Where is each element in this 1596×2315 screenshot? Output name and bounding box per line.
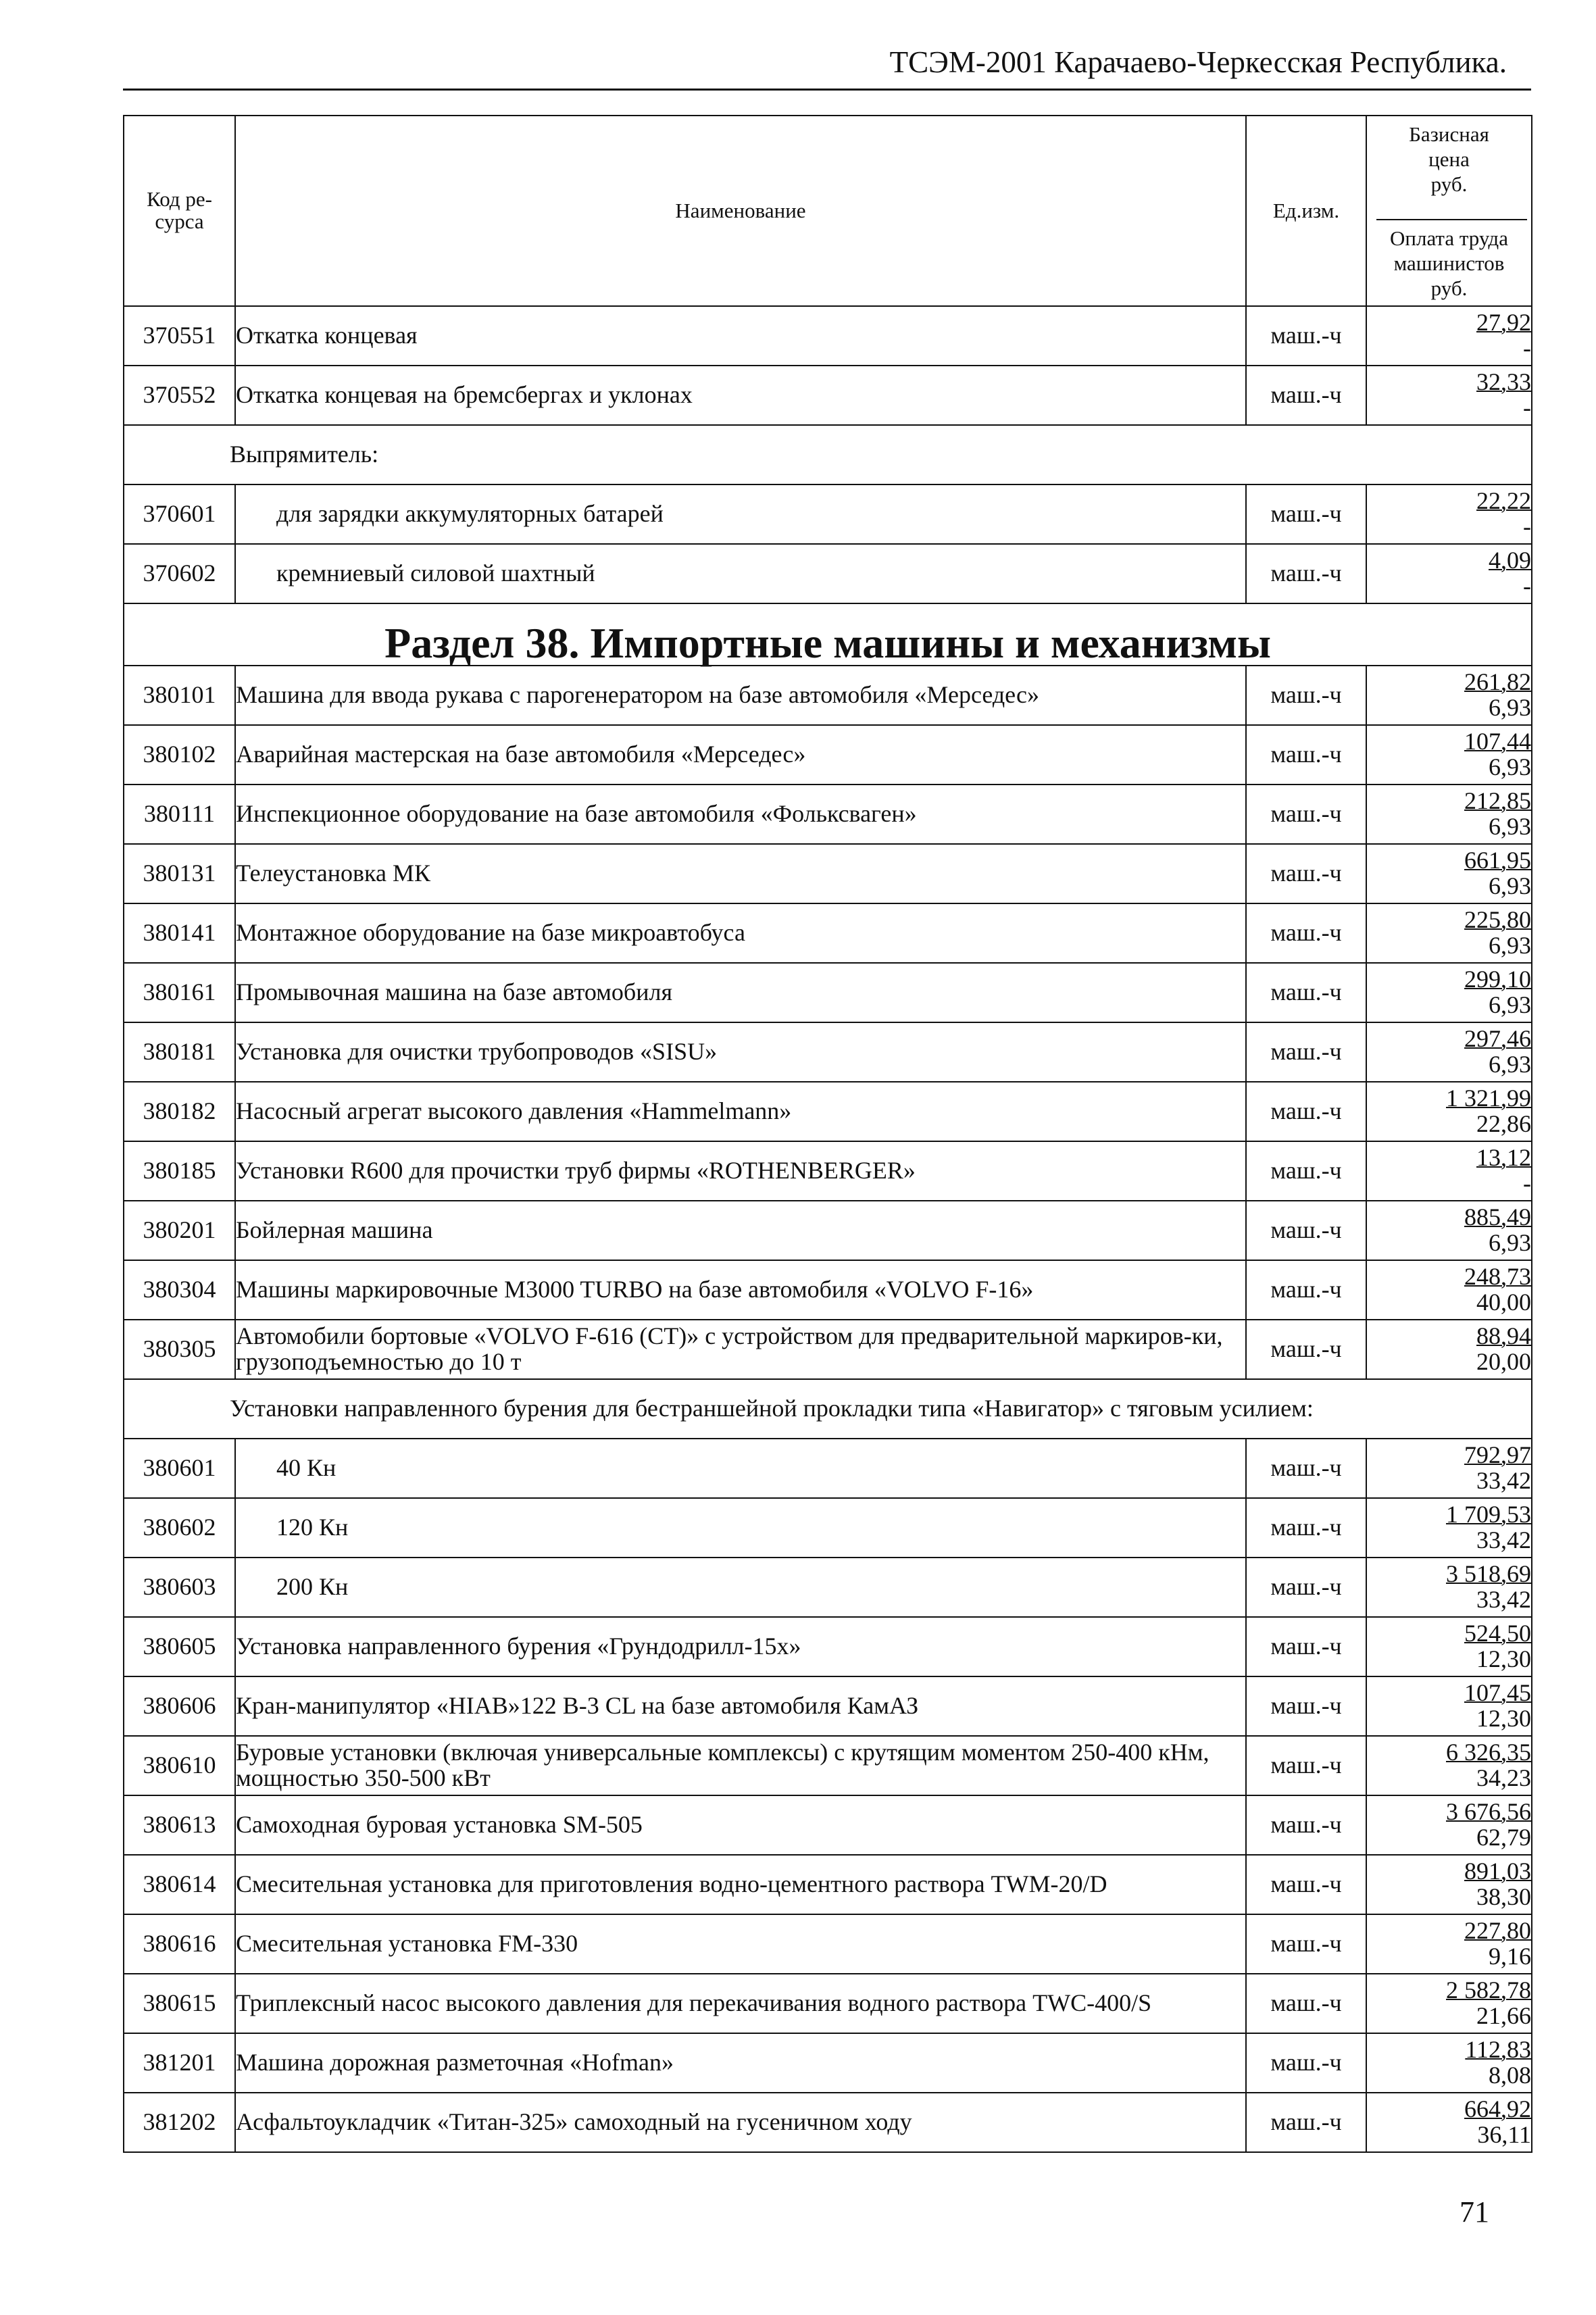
resource-code: 380605 <box>124 1617 235 1676</box>
resource-code: 381201 <box>124 2033 235 2093</box>
group-heading: Выпрямитель: <box>124 425 1532 484</box>
price-cell <box>1366 666 1532 725</box>
table-row <box>124 1617 1532 1676</box>
unit-of-measure: маш.-ч <box>1246 484 1366 544</box>
base-price: 212,85 <box>1464 787 1531 815</box>
resource-code: 380141 <box>124 903 235 963</box>
unit-of-measure: маш.-ч <box>1246 903 1366 963</box>
price-cell <box>1366 544 1532 603</box>
price-cell <box>1366 1141 1532 1201</box>
table-row <box>124 725 1532 785</box>
resource-name: Кран-манипулятор «HIAB»122 B-3 CL на базе автомобиля КамАЗ <box>235 1676 1246 1736</box>
table-row <box>124 1855 1532 1914</box>
unit-of-measure: маш.-ч <box>1246 1736 1366 1795</box>
table-row <box>124 2033 1532 2093</box>
resource-code: 380182 <box>124 1082 235 1141</box>
table-row <box>124 1082 1532 1141</box>
header-name <box>235 116 1246 306</box>
table-row <box>124 1795 1532 1855</box>
table-row <box>124 1736 1532 1795</box>
unit-of-measure: маш.-ч <box>1246 785 1366 844</box>
operator-wage: 12,30 <box>1476 1645 1531 1672</box>
operator-wage: - <box>1523 394 1531 421</box>
table-row <box>124 963 1532 1022</box>
resource-code: 381202 <box>124 2093 235 2152</box>
header-price <box>1366 116 1532 306</box>
base-price: 6 326,35 <box>1446 1739 1531 1766</box>
resource-code: 370551 <box>124 306 235 366</box>
price-cell <box>1366 1558 1532 1617</box>
base-price: 524,50 <box>1464 1620 1531 1647</box>
unit-of-measure: маш.-ч <box>1246 1676 1366 1736</box>
operator-wage: 20,00 <box>1476 1348 1531 1375</box>
unit-of-measure: маш.-ч <box>1246 1558 1366 1617</box>
operator-wage: 22,86 <box>1476 1110 1531 1137</box>
unit-of-measure: маш.-ч <box>1246 544 1366 603</box>
operator-wage: 6,93 <box>1489 753 1531 780</box>
unit-of-measure: маш.-ч <box>1246 844 1366 903</box>
unit-of-measure: маш.-ч <box>1246 666 1366 725</box>
operator-wage: 6,93 <box>1489 991 1531 1018</box>
resource-name: Смесительная установка для приготовления водно-цементного раствора TWM-20/D <box>235 1855 1246 1914</box>
resource-name: Бойлерная машина <box>235 1201 1246 1260</box>
resource-name: Инспекционное оборудование на базе автомобиля «Фольксваген» <box>235 785 1246 844</box>
price-cell <box>1366 725 1532 785</box>
operator-wage: 62,79 <box>1476 1824 1531 1851</box>
resource-name: Монтажное оборудование на базе микроавтобуса <box>235 903 1246 963</box>
operator-wage: 6,93 <box>1489 694 1531 721</box>
resource-name: Машины маркировочные M3000 TURBO на базе автомобиля «VOLVO F-16» <box>235 1260 1246 1320</box>
group-heading-row <box>124 1379 1532 1439</box>
price-cell <box>1366 1498 1532 1558</box>
resource-name: 200 Кн <box>235 1558 1246 1617</box>
resource-name: 40 Кн <box>235 1439 1246 1498</box>
header-unit-label: Ед.изм. <box>1272 198 1340 222</box>
unit-of-measure: маш.-ч <box>1246 725 1366 785</box>
resource-code: 380614 <box>124 1855 235 1914</box>
resource-code: 380185 <box>124 1141 235 1201</box>
resource-name: Буровые установки (включая универсальные комплексы) с крутящим моментом 250-400 кНм, мощностью 350-500 кВт <box>235 1736 1246 1795</box>
base-price: 885,49 <box>1464 1203 1531 1231</box>
price-cell <box>1366 306 1532 366</box>
resource-code: 380615 <box>124 1974 235 2033</box>
unit-of-measure: маш.-ч <box>1246 1260 1366 1320</box>
resource-name: Промывочная машина на базе автомобиля <box>235 963 1246 1022</box>
base-price: 2 582,78 <box>1446 1976 1531 2004</box>
resource-code: 380181 <box>124 1022 235 1082</box>
table-row <box>124 903 1532 963</box>
unit-of-measure: маш.-ч <box>1246 1914 1366 1974</box>
resource-name: Аварийная мастерская на базе автомобиля «Мерседес» <box>235 725 1246 785</box>
unit-of-measure: маш.-ч <box>1246 2033 1366 2093</box>
table-row <box>124 844 1532 903</box>
operator-wage: 6,93 <box>1489 1229 1531 1256</box>
operator-wage: 12,30 <box>1476 1705 1531 1732</box>
header-price-divider <box>1376 219 1527 220</box>
unit-of-measure: маш.-ч <box>1246 306 1366 366</box>
price-cell <box>1366 1439 1532 1498</box>
table-row <box>124 1439 1532 1498</box>
table-row <box>124 1676 1532 1736</box>
base-price: 3 676,56 <box>1446 1798 1531 1826</box>
table-row <box>124 306 1532 366</box>
resource-name: Самоходная буровая установка SM-505 <box>235 1795 1246 1855</box>
table-row <box>124 366 1532 425</box>
price-cell <box>1366 1795 1532 1855</box>
header-price-base: Базисная цена руб. <box>1409 122 1489 197</box>
price-cell <box>1366 1974 1532 2033</box>
table-row <box>124 666 1532 725</box>
base-price: 1 321,99 <box>1446 1085 1531 1112</box>
resource-name: Машина для ввода рукава с парогенератором на базе автомобиля «Мерседес» <box>235 666 1246 725</box>
price-cell <box>1366 2033 1532 2093</box>
price-cell <box>1366 963 1532 1022</box>
price-cell <box>1366 1022 1532 1082</box>
unit-of-measure: маш.-ч <box>1246 963 1366 1022</box>
unit-of-measure: маш.-ч <box>1246 1201 1366 1260</box>
operator-wage: 8,08 <box>1489 2062 1531 2089</box>
operator-wage: - <box>1523 334 1531 362</box>
table-row <box>124 1914 1532 1974</box>
base-price: 107,44 <box>1464 728 1531 755</box>
section-heading-row <box>124 603 1532 666</box>
operator-wage: 33,42 <box>1476 1526 1531 1553</box>
table-row <box>124 544 1532 603</box>
base-price: 664,92 <box>1464 2095 1531 2123</box>
header-unit <box>1246 116 1366 306</box>
table-row <box>124 1022 1532 1082</box>
resource-code: 380131 <box>124 844 235 903</box>
table-row <box>124 2093 1532 2152</box>
resource-name: Телеустановка МК <box>235 844 1246 903</box>
price-cell <box>1366 1320 1532 1379</box>
table-row <box>124 1558 1532 1617</box>
operator-wage: - <box>1523 572 1531 599</box>
header-code-label: Код ре- сурса <box>147 187 212 233</box>
price-cell <box>1366 1676 1532 1736</box>
base-price: 299,10 <box>1464 966 1531 993</box>
price-cell <box>1366 1201 1532 1260</box>
table-row <box>124 1974 1532 2033</box>
resource-table <box>123 115 1532 2153</box>
table-row <box>124 1141 1532 1201</box>
price-cell <box>1366 1082 1532 1141</box>
price-cell <box>1366 484 1532 544</box>
base-price: 112,83 <box>1465 2036 1531 2064</box>
resource-code: 370552 <box>124 366 235 425</box>
table-row <box>124 1201 1532 1260</box>
table-row <box>124 1320 1532 1379</box>
resource-name: Автомобили бортовые «VOLVO F-616 (CT)» с устройством для предварительной маркиров-ки, грузоподъемностью до 10 т <box>235 1320 1246 1379</box>
operator-wage: 6,93 <box>1489 813 1531 840</box>
resource-name: Откатка концевая <box>235 306 1246 366</box>
resource-name: Установка для очистки трубопроводов «SISU» <box>235 1022 1246 1082</box>
resource-name: Смесительная установка FM-330 <box>235 1914 1246 1974</box>
base-price: 261,82 <box>1464 668 1531 696</box>
resource-name: Установки R600 для прочистки труб фирмы «ROTHENBERGER» <box>235 1141 1246 1201</box>
resource-code: 380602 <box>124 1498 235 1558</box>
unit-of-measure: маш.-ч <box>1246 1320 1366 1379</box>
table-row <box>124 1498 1532 1558</box>
base-price: 891,03 <box>1464 1858 1531 1885</box>
resource-code: 370602 <box>124 544 235 603</box>
price-cell <box>1366 2093 1532 2152</box>
table-row <box>124 1260 1532 1320</box>
operator-wage: 6,93 <box>1489 932 1531 959</box>
unit-of-measure: маш.-ч <box>1246 1439 1366 1498</box>
base-price: 661,95 <box>1464 847 1531 874</box>
base-price: 32,33 <box>1476 368 1531 396</box>
operator-wage: 40,00 <box>1476 1289 1531 1316</box>
operator-wage: 6,93 <box>1489 872 1531 899</box>
unit-of-measure: маш.-ч <box>1246 1022 1366 1082</box>
resource-code: 380101 <box>124 666 235 725</box>
unit-of-measure: маш.-ч <box>1246 2093 1366 2152</box>
header-rule <box>123 89 1531 91</box>
resource-code: 380613 <box>124 1795 235 1855</box>
resource-name: 120 Кн <box>235 1498 1246 1558</box>
unit-of-measure: маш.-ч <box>1246 1617 1366 1676</box>
resource-code: 380305 <box>124 1320 235 1379</box>
base-price: 225,80 <box>1464 906 1531 934</box>
resource-name: для зарядки аккумуляторных батарей <box>235 484 1246 544</box>
resource-name: Асфальтоукладчик «Титан-325» самоходный на гусеничном ходу <box>235 2093 1246 2152</box>
base-price: 3 518,69 <box>1446 1560 1531 1588</box>
resource-code: 380610 <box>124 1736 235 1795</box>
unit-of-measure: маш.-ч <box>1246 1498 1366 1558</box>
table-body <box>124 306 1532 2152</box>
group-heading-row <box>124 425 1532 484</box>
price-cell <box>1366 844 1532 903</box>
resource-code: 380111 <box>124 785 235 844</box>
page-number: 71 <box>1460 2195 1489 2229</box>
unit-of-measure: маш.-ч <box>1246 1082 1366 1141</box>
table-row <box>124 785 1532 844</box>
resource-code: 380102 <box>124 725 235 785</box>
resource-name: Триплексный насос высокого давления для перекачивания водного раствора TWC-400/S <box>235 1974 1246 2033</box>
unit-of-measure: маш.-ч <box>1246 366 1366 425</box>
header-price-labor: Оплата труда машинистов руб. <box>1390 226 1508 301</box>
price-cell <box>1366 1617 1532 1676</box>
running-head: ТСЭМ-2001 Карачаево-Черкесская Республика. <box>889 45 1507 79</box>
group-heading: Установки направленного бурения для бестраншейной прокладки типа «Навигатор» с тяговым усилием: <box>124 1379 1532 1439</box>
resource-code: 380601 <box>124 1439 235 1498</box>
resource-name: Насосный агрегат высокого давления «Hammelmann» <box>235 1082 1246 1141</box>
price-cell <box>1366 903 1532 963</box>
price-cell <box>1366 1260 1532 1320</box>
base-price: 227,80 <box>1464 1917 1531 1945</box>
unit-of-measure: маш.-ч <box>1246 1855 1366 1914</box>
resource-code: 380201 <box>124 1201 235 1260</box>
base-price: 1 709,53 <box>1446 1501 1531 1528</box>
unit-of-measure: маш.-ч <box>1246 1795 1366 1855</box>
resource-code: 380616 <box>124 1914 235 1974</box>
base-price: 297,46 <box>1464 1025 1531 1053</box>
operator-wage: 33,42 <box>1476 1586 1531 1613</box>
operator-wage: 6,93 <box>1489 1051 1531 1078</box>
base-price: 13,12 <box>1476 1144 1531 1172</box>
price-cell <box>1366 1855 1532 1914</box>
resource-name: Машина дорожная разметочная «Hofman» <box>235 2033 1246 2093</box>
table-row <box>124 484 1532 544</box>
unit-of-measure: маш.-ч <box>1246 1141 1366 1201</box>
resource-name: Установка направленного бурения «Грундодрилл-15х» <box>235 1617 1246 1676</box>
operator-wage: 34,23 <box>1476 1764 1531 1791</box>
base-price: 22,22 <box>1476 487 1531 515</box>
base-price: 792,97 <box>1464 1441 1531 1469</box>
base-price: 107,45 <box>1464 1679 1531 1707</box>
operator-wage: - <box>1523 513 1531 540</box>
price-cell <box>1366 785 1532 844</box>
base-price: 88,94 <box>1476 1322 1531 1350</box>
section-heading: Раздел 38. Импортные машины и механизмы <box>124 603 1532 666</box>
base-price: 248,73 <box>1464 1263 1531 1291</box>
operator-wage: 38,30 <box>1476 1883 1531 1910</box>
operator-wage: 9,16 <box>1489 1943 1531 1970</box>
operator-wage: - <box>1523 1170 1531 1197</box>
table-header-row <box>124 116 1532 306</box>
base-price: 27,92 <box>1476 309 1531 337</box>
operator-wage: 21,66 <box>1476 2002 1531 2029</box>
resource-code: 380603 <box>124 1558 235 1617</box>
resource-code: 380606 <box>124 1676 235 1736</box>
operator-wage: 36,11 <box>1477 2121 1531 2148</box>
header-code <box>124 116 235 306</box>
resource-name: кремниевый силовой шахтный <box>235 544 1246 603</box>
unit-of-measure: маш.-ч <box>1246 1974 1366 2033</box>
base-price: 4,09 <box>1489 547 1531 574</box>
resource-code: 380161 <box>124 963 235 1022</box>
resource-code: 370601 <box>124 484 235 544</box>
resource-code: 380304 <box>124 1260 235 1320</box>
price-cell <box>1366 1736 1532 1795</box>
operator-wage: 33,42 <box>1476 1467 1531 1494</box>
header-name-label: Наименование <box>675 198 806 222</box>
resource-name: Откатка концевая на бремсбергах и уклонах <box>235 366 1246 425</box>
price-cell <box>1366 1914 1532 1974</box>
price-cell <box>1366 366 1532 425</box>
